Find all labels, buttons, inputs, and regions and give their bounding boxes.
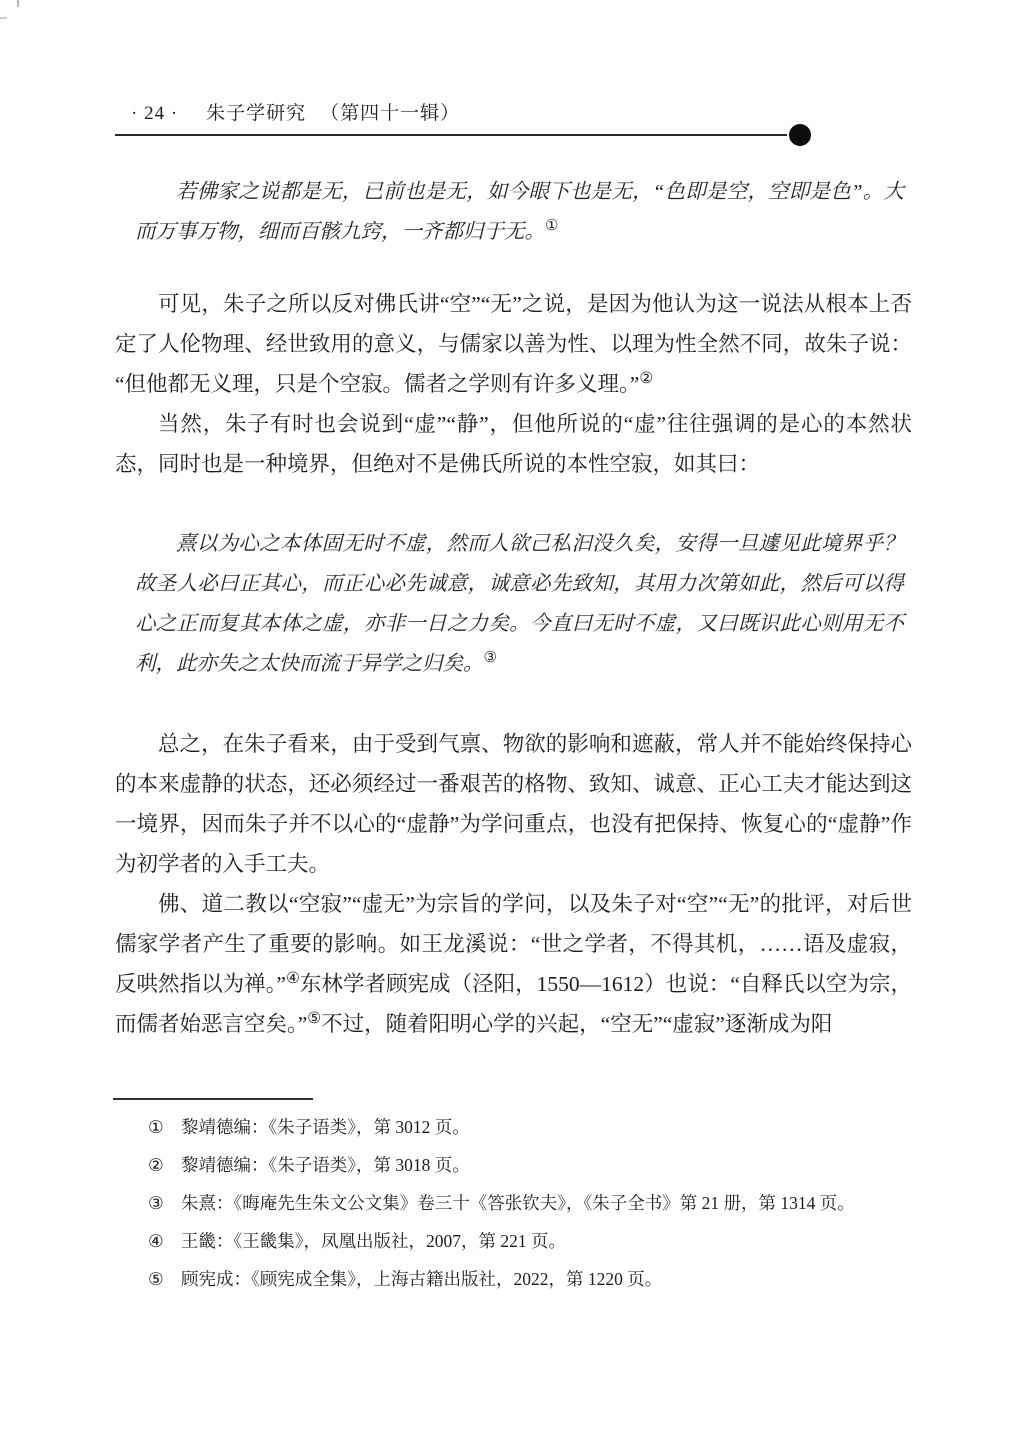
footnote-ref-5: ⑤ [307, 1009, 322, 1027]
scan-artifact-tick [17, 0, 19, 7]
running-head-line [115, 98, 912, 125]
footnote-marker: ⑤ [148, 1269, 164, 1289]
block-quote-1 [135, 172, 904, 252]
paragraph-zongzhi-text: 总之，在朱子看来，由于受到气禀、物欲的影响和遮蔽，常人并不能始终保持心的本来虚静的状态，还必须经过一番艰苦的格物、致知、诚意、正心工夫才能达到这一境界，因而朱子并不以心的“虚静”为学问重点，也没有把保持、恢复心的“虚静”作为初学者的入手工夫。 [115, 732, 912, 876]
footnote-marker: ④ [148, 1231, 164, 1251]
quote-1-text: 若佛家之说都是无，已前也是无，如今眼下也是无，“色即是空，空即是色”。大而万事万物，细而百骸九窍，一齐都归于无。 [135, 181, 904, 243]
footnote-marker: ② [148, 1155, 164, 1175]
footnote-text: 黎靖德编：《朱子语类》，第 3012 页。 [181, 1117, 470, 1137]
footnote-text: 王畿：《王畿集》，凤凰出版社，2007，第 221 页。 [181, 1231, 566, 1251]
paragraph-kejian [115, 284, 912, 404]
footnote-marker: ① [148, 1117, 164, 1137]
footnote-item [115, 1266, 912, 1293]
footnote-item [115, 1228, 912, 1255]
footnote-ref-3: ③ [483, 650, 497, 667]
footnote-divider [113, 1098, 313, 1100]
footnote-marker: ③ [148, 1193, 164, 1213]
paragraph-fodao-seg2: 东林学者顾宪成（泾阳，1550—1612）也说：“自释氏以空为宗，而儒者始恶言空矣。” [115, 972, 913, 1036]
paragraph-dangran [115, 404, 912, 484]
paragraph-fodao-seg3: 不过，随着阳明心学的兴起，“空无”“虚寂”逐渐成为阳 [321, 1012, 833, 1036]
journal-title: 朱子学研究 [206, 103, 307, 124]
paragraph-dangran-text: 当然，朱子有时也会说到“虚”“静”，但他所说的“虚”往往强调的是心的本然状态，同时也是一种境界，但绝对不是佛氏所说的本性空寂，如其曰： [115, 412, 912, 476]
footnote-item [115, 1114, 912, 1141]
header-dot-ornament [789, 124, 811, 146]
running-head [115, 98, 912, 136]
quote-2-text: 熹以为心之本体固无时不虚，然而人欲己私汩没久矣，安得一旦遽见此境界乎？故圣人必曰正其心，而正心必先诚意，诚意必先致知，其用力次第如此，然后可以得心之正而复其本体之虚，亦非一日之力矣。今直曰无时不虚，又曰既识此心则用无不利，此亦失之太快而流于异学之归矣。 [135, 533, 904, 675]
footnote-list [115, 1114, 912, 1293]
footnote-item [115, 1152, 912, 1179]
header-rule [115, 134, 787, 136]
footnote-text: 黎靖德编：《朱子语类》，第 3018 页。 [181, 1155, 470, 1175]
footnote-ref-2: ② [639, 369, 654, 387]
paragraph-fodao-seg1: 佛、道二教以“空寂”“虚无”为宗旨的学问，以及朱子对“空”“无”的批评，对后世儒家学者产生了重要的影响。如王龙溪说：“世之学者，不得其机，……语及虚寂，反哄然指以为禅。” [115, 892, 912, 996]
block-quote-2 [135, 524, 904, 684]
footnotes-section [115, 1098, 912, 1293]
scan-artifact-tick [0, 17, 7, 19]
footnote-ref-4: ④ [285, 969, 300, 987]
footnote-item [115, 1190, 912, 1217]
paragraph-zongzhi [115, 724, 912, 884]
paragraph-fodao [115, 884, 912, 1044]
footnote-ref-1: ① [545, 218, 559, 235]
paragraph-kejian-text: 可见，朱子之所以反对佛氏讲“空”“无”之说，是因为他认为这一说法从根本上否定了人伦物理、经世致用的意义，与儒家以善为性、以理为性全然不同，故朱子说：“但他都无义理，只是个空寂。儒者之学则有许多义理。” [115, 292, 912, 396]
volume-label: （第四十一辑） [320, 103, 461, 124]
footnote-text: 顾宪成：《顾宪成全集》，上海古籍出版社，2022，第 1220 页。 [181, 1269, 663, 1289]
page-body [115, 172, 912, 1044]
footnote-text: 朱熹：《晦庵先生朱文公文集》卷三十《答张钦夫》，《朱子全书》第 21 册，第 1314 页。 [181, 1193, 855, 1213]
page-number: · 24 · [131, 103, 179, 124]
